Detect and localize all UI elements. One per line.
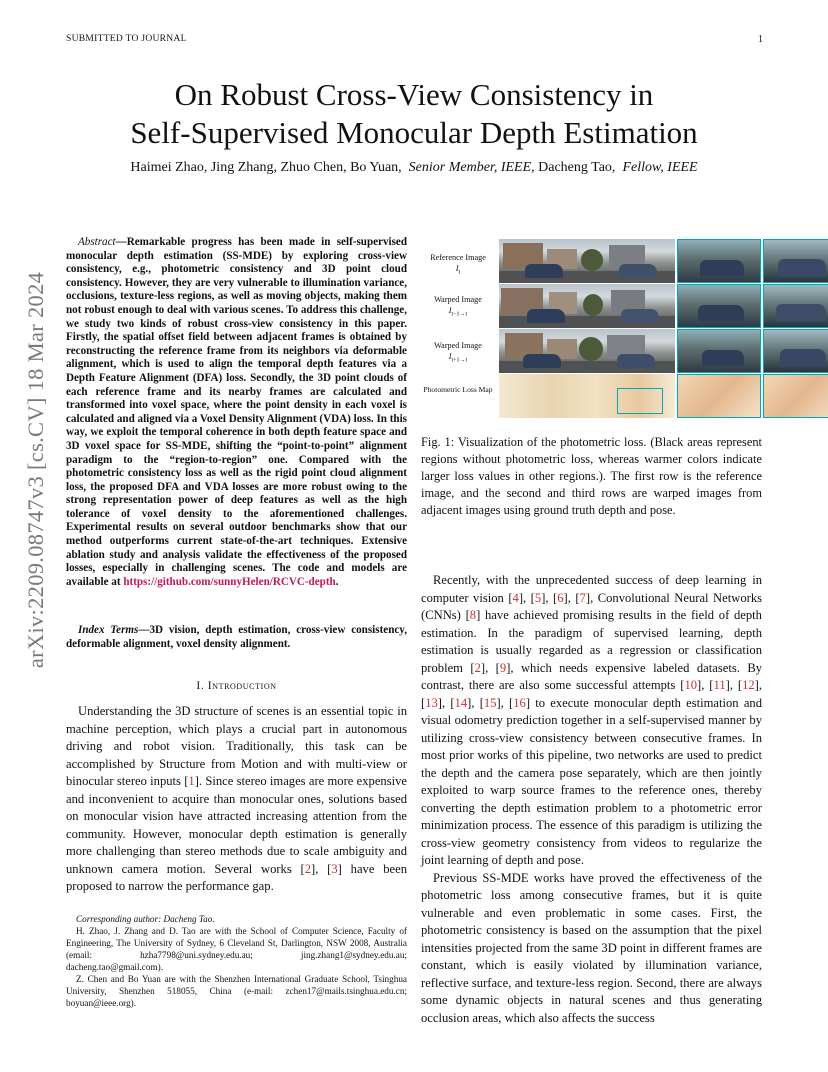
abstract-lead: Abstract (78, 236, 116, 248)
author-names-1: Haimei Zhao, Jing Zhang, Zhuo Chen, Bo Yuan, (130, 160, 402, 175)
street-scene-image (499, 329, 675, 373)
zoom-crop-image (677, 284, 761, 328)
zoom-crop-image (677, 239, 761, 283)
citation-link[interactable]: 13 (425, 695, 438, 710)
fig-label-symbol: I (448, 305, 452, 315)
intro-text: ], [ (496, 695, 514, 710)
intro-text: ], [ (311, 861, 332, 876)
street-scene-image (499, 239, 675, 283)
intro-text: ], which needs expensive labeled datasets. By contrast, there are also some successful attempts [ (421, 660, 763, 692)
loss-map-crop (677, 374, 761, 418)
citation-link[interactable]: 7 (579, 590, 586, 605)
section-number: I. (196, 680, 205, 692)
citation-link[interactable]: 2 (304, 861, 312, 876)
intro-right-column (421, 572, 762, 1027)
zoom-crop-image (763, 239, 828, 283)
title-line-2: Self-Supervised Monocular Depth Estimation (130, 115, 698, 150)
figure-1 (421, 239, 762, 417)
citation-link[interactable]: 2 (474, 660, 481, 675)
intro-text: ], [ (518, 590, 535, 605)
abstract (66, 236, 407, 589)
corresponding-author-note: Corresponding author: Dacheng Tao. (76, 914, 215, 924)
zoom-crop-image (763, 284, 828, 328)
citation-link[interactable]: 8 (469, 608, 477, 622)
intro-text: ], [ (467, 695, 484, 710)
author-role-1: Senior Member, IEEE (408, 160, 532, 175)
intro-text: ], [ (480, 660, 500, 675)
index-terms (66, 624, 407, 651)
fig-label-reference (421, 253, 495, 278)
intro-text: ]. Since stereo images are more expensive and inconvenient to acquire than monocular ones, solutions based on monocular vision have attracted increasing attention from the community. However, monocular depth estimation is generally more challenging than stereo methods due to scale ambiguity and unknown camera motion. Several works [ (66, 774, 407, 876)
title-line-1: On Robust Cross-View Consistency in (174, 77, 654, 112)
citation-link[interactable]: 14 (454, 695, 468, 710)
author-list (60, 160, 768, 176)
citation-link[interactable]: 5 (534, 590, 542, 605)
intro-text: ], [ (563, 590, 580, 605)
fig-label-symbol: I (448, 351, 452, 361)
abstract-end: . (335, 575, 339, 588)
author-role-2: Fellow, IEEE (622, 160, 698, 175)
citation-link[interactable]: 16 (513, 695, 526, 710)
fig-label-text: Reference Image (430, 253, 486, 262)
affiliation-note-1: H. Zhao, J. Zhang and D. Tao are with the School of Computer Science, Faculty of Engineering, The University of Sydney, 6 Cleveland St, Darlington, NSW 2008, Australia (email: hzha7798@uni.sydney.edu.au; jing.zhang1@sydney.edu.au; dacheng.tao@gmail.com). (66, 926, 407, 972)
fig-label-warped-next (421, 341, 495, 366)
citation-link[interactable]: 12 (742, 678, 755, 692)
street-scene-image (499, 284, 675, 328)
page-number: 1 (758, 34, 763, 45)
arxiv-identifier[interactable]: arXiv:2209.08747v3 [cs.CV] 18 Mar 2024 (23, 271, 48, 669)
intro-text: ], Convolutional Neural Networks (CNNs) [ (421, 590, 763, 622)
fig-label-text: Warped Image (434, 295, 482, 304)
section-heading (66, 680, 407, 692)
intro-text: ], [ (697, 678, 714, 692)
intro-text: ], [ (437, 695, 455, 710)
intro-text: ] have achieved promising results in the field of depth estimation. In the paradigm of supervised learning, depth estimation is usually regarded as a regression or classification problem [ (421, 608, 762, 675)
paper-title (60, 76, 768, 152)
fig-label-symbol: I (455, 263, 459, 273)
fig-label-warped-prev (421, 295, 495, 320)
fig-label-text: Warped Image (434, 341, 482, 350)
intro-text: Understanding the 3D structure of scenes is an essential topic in machine perception, which plays a crucial part in autonomous driving and robot vision. Traditionally, this task can be accomplished by Structure from Motion and with multi-view or binocular stereo inputs [ (66, 704, 407, 788)
intro-text: Recently, with the unprecedented success of deep learning in computer vision [ (421, 573, 762, 605)
citation-link[interactable]: 1 (188, 774, 195, 788)
intro-paragraph-left (66, 703, 407, 896)
fig-label-loss-map (421, 385, 495, 396)
footnotes (66, 913, 407, 1009)
abstract-text: —Remarkable progress has been made in self-supervised monocular depth estimation (SS-MDE) by exploring cross-view consistency, e.g., photometric consistency and 3D point cloud consistency. However, they are very vulnerable to illumination variance, occlusions, texture-less regions, as well as moving objects, making them not robust enough to deal with various scenes. To address this challenge, we study two kinds of robust cross-view consistency in this paper. Firstly, the spatial offset field between adjacent frames is obtained by reconstructing the reference frame from its neighbors via deformable alignment, which is used to align the temporal depth features via a Depth Feature Alignment (DFA) loss. Secondly, the 3D point clouds of each reference frame and its nearby frames are calculated and transformed into voxel space, where the point density in each voxel is calculated and aligned via a Voxel Density Alignment (VDA) loss. In this way, we exploit the temporal coherence in both depth feature space and 3D voxel space for SS-MDE, shifting the “point-to-point” alignment paradigm to the “region-to-region” one. Compared with the photometric consistency loss as well as the rigid point cloud alignment loss, the proposed DFA and VDA losses are more robust owing to the strong representation power of deep features as well as the high tolerance of voxel density to the aforementioned challenges. Experimental results on several outdoor benchmarks show that our method outperforms current state-of-the-art techniques. Extensive ablation study and analysis validate the effectiveness of the proposed losses, especially in challenging scenes. The code and models are available at (66, 236, 407, 588)
citation-link[interactable]: 10 (684, 678, 698, 692)
intro-text: ], [ (421, 678, 763, 710)
code-link[interactable]: https://github.com/sunnyHelen/RCVC-depth (123, 575, 336, 588)
intro-paragraph: Previous SS-MDE works have proved the effectiveness of the photometric loss among consecutive frames, but it is quite vulnerable and even problematic in some cases. First, the photometric consistency is based on the assumption that the pixel intensities projected from the same 3D point in different frames are constant, which is easily violated by illumination variance, reflective surface, and texture-less region. Second, there are always some dynamic objects in natural scenes and thus generating occlusion areas, which also affects the success (421, 870, 762, 1025)
citation-link[interactable]: 3 (331, 861, 338, 876)
index-terms-lead: Index Terms (78, 624, 139, 636)
fig-label-subscript: t (458, 269, 461, 276)
citation-link[interactable]: 15 (483, 695, 497, 710)
fig-label-text: Photometric Loss Map (423, 385, 493, 394)
figure-caption: Fig. 1: Visualization of the photometric loss. (Black areas represent regions without photometric loss, whereas warmer colors indicate larger loss values in other regions.). The first row is the reference image, and the second and third rows are warped images from adjacent images using ground truth depth and pose. (421, 435, 762, 517)
author-names-2: , Dacheng Tao, (531, 160, 616, 175)
fig-label-subscript: t+1→t (451, 357, 468, 364)
fig-label-subscript: t−1→t (451, 311, 468, 318)
loss-map-image (499, 374, 675, 418)
citation-link[interactable]: 4 (512, 590, 519, 605)
intro-text: ] to execute monocular depth estimation and visual odometry prediction together in a self-supervised manner by utilizing cross-view consistency between consecutive frames. In most prior works of this pipeline, two networks are used to predict the depth and the camera pose separately, which are then jointly exploited to warp source frames to the reference ones, thereby converting the depth estimation problem to a photometric error minimization process. The essence of this paradigm is utilizing the cross-view geometry consistency from videos to regularize the joint learning of depth and pose. (421, 695, 762, 867)
citation-link[interactable]: 11 (713, 678, 726, 692)
intro-text: ], [ (541, 590, 558, 605)
index-terms-text: —3D vision, depth estimation, cross-view consistency, deformable alignment, voxel density alignment. (66, 624, 407, 650)
citation-link[interactable]: 9 (499, 660, 507, 675)
running-header: SUBMITTED TO JOURNAL (66, 34, 187, 44)
citation-link[interactable]: 6 (557, 590, 564, 605)
affiliation-note-2: Z. Chen and Bo Yuan are with the Shenzhen International Graduate School, Tsinghua University, Shenzhen 518055, China (e-mail: zchen17@mails.tsinghua.edu.cn; boyuan@ieee.org). (66, 974, 407, 1008)
loss-map-crop (763, 374, 828, 418)
zoom-crop-image (763, 329, 828, 373)
intro-text: ] have been proposed to narrow the performance gap. (66, 861, 407, 893)
zoom-crop-image (677, 329, 761, 373)
intro-text: ], [ (725, 678, 743, 692)
intro-paragraph (421, 572, 762, 870)
section-title: Introduction (207, 680, 277, 692)
